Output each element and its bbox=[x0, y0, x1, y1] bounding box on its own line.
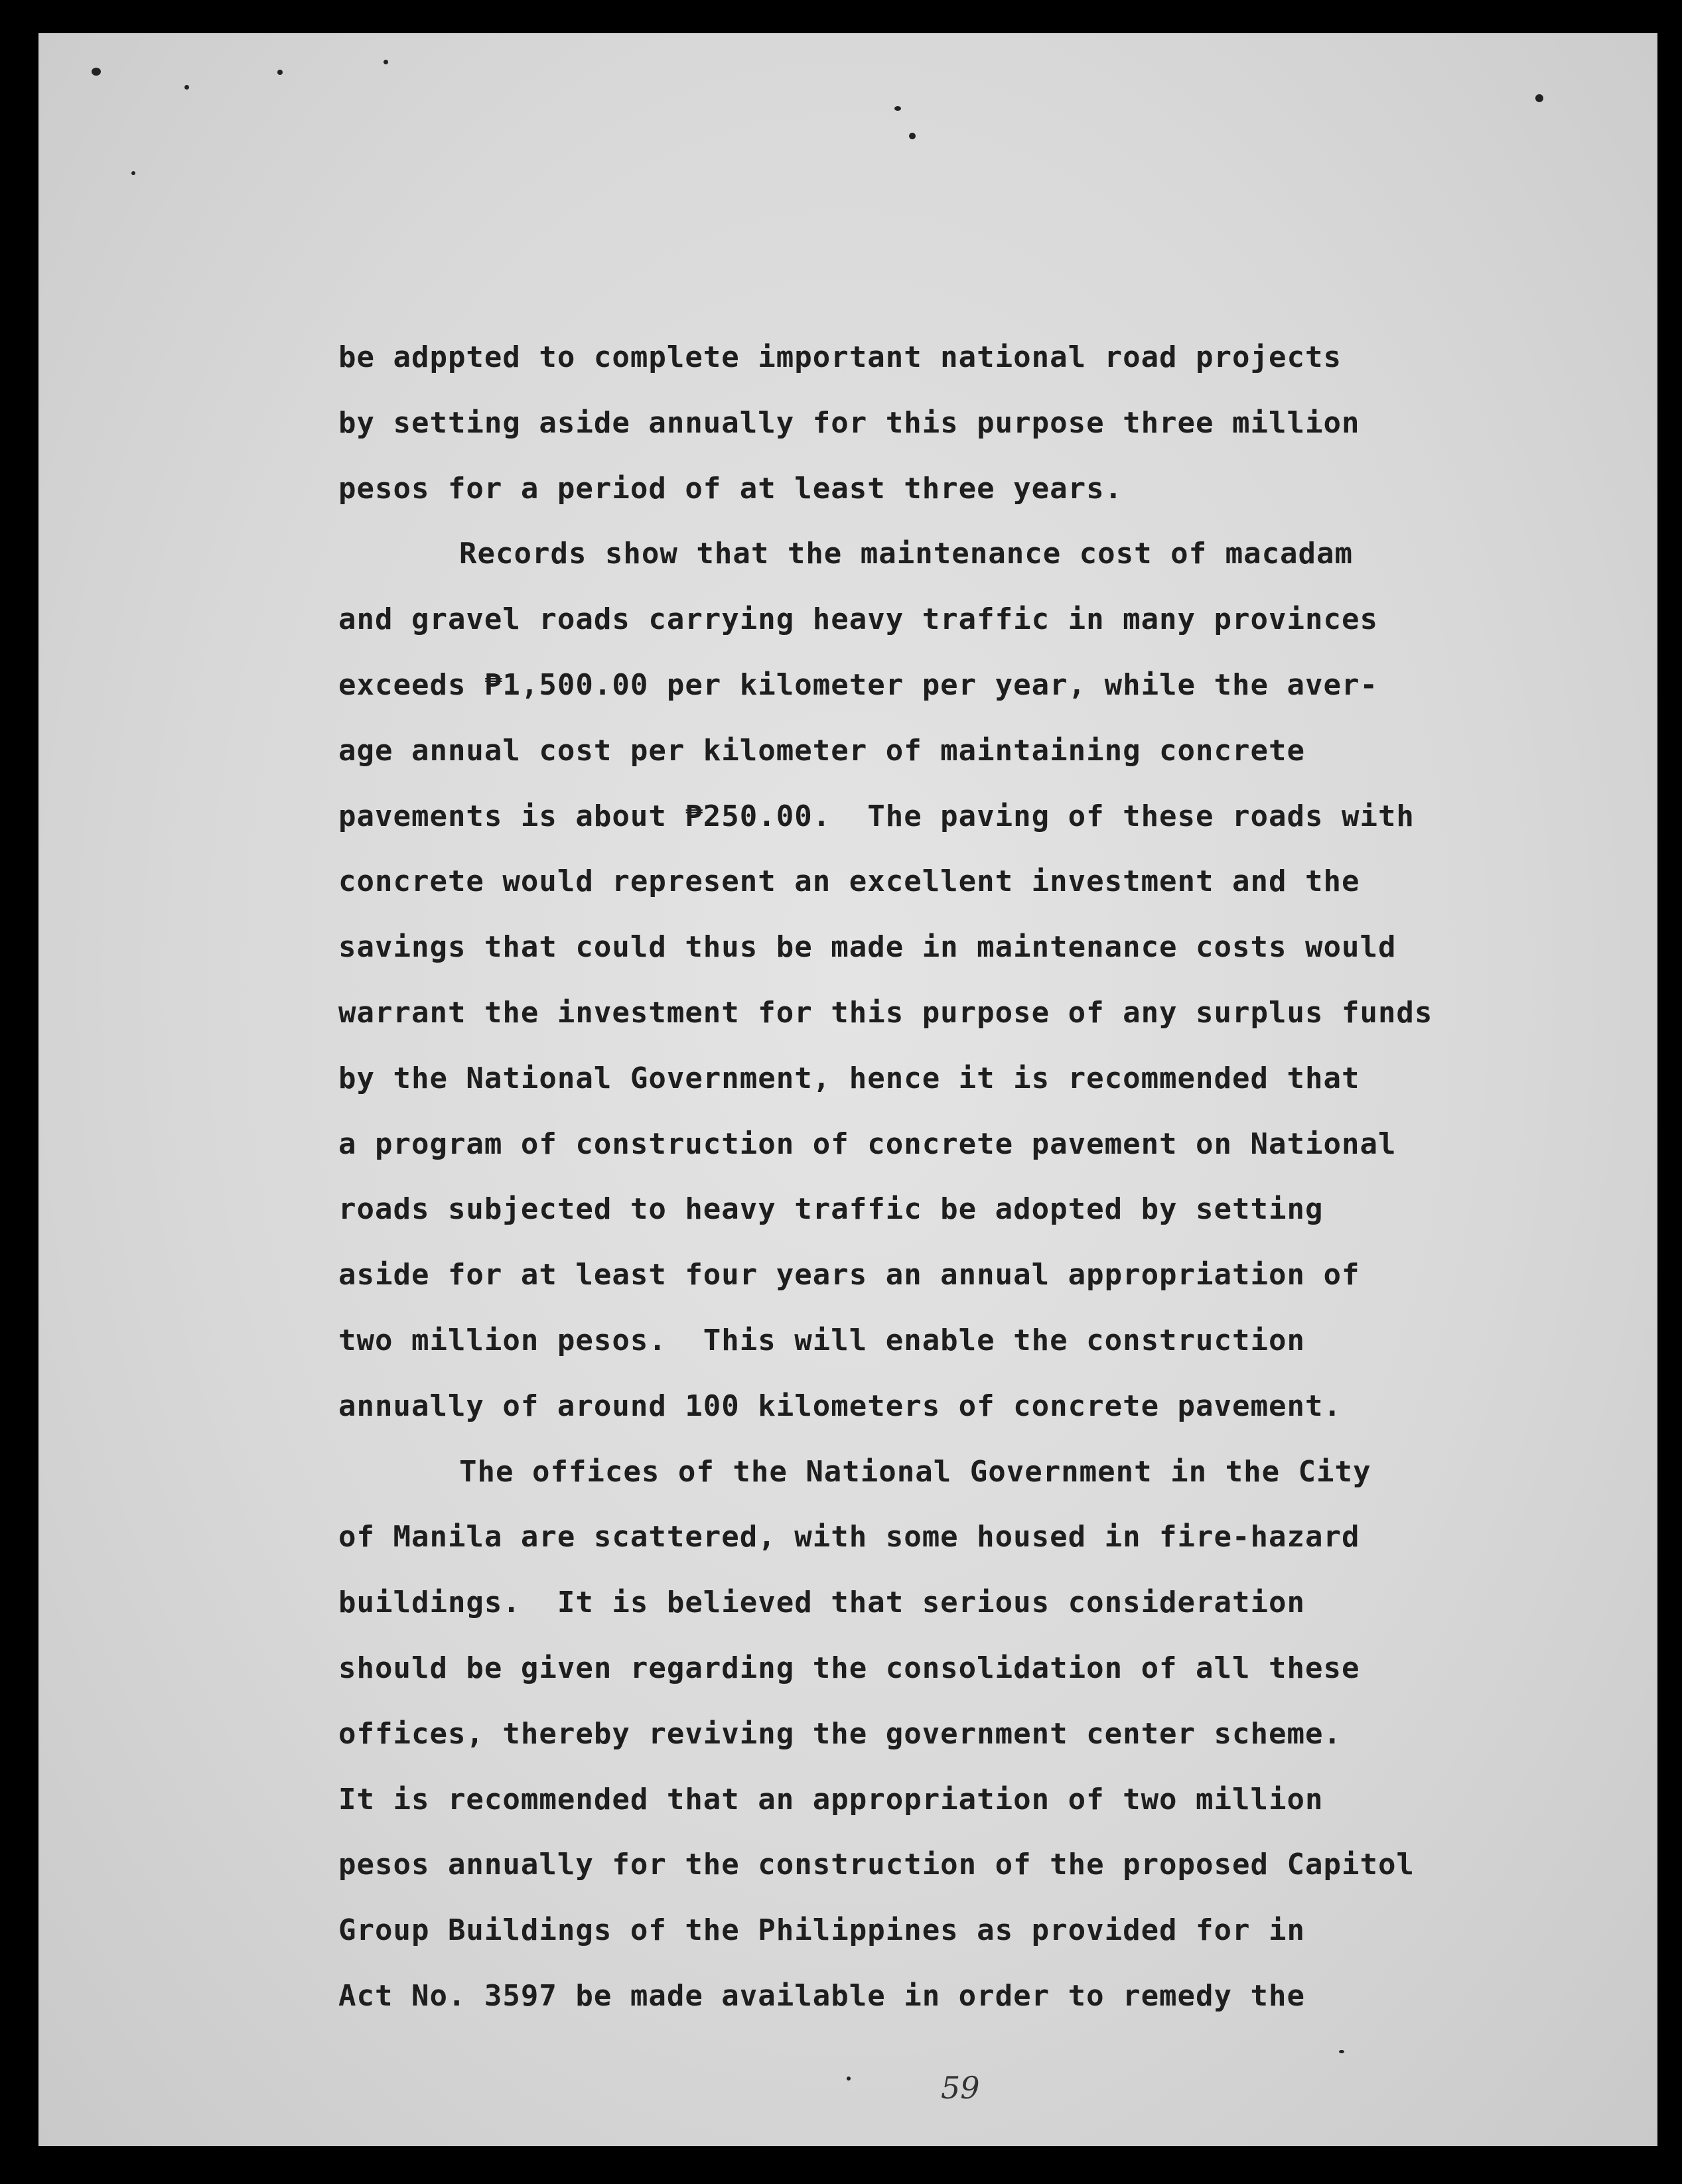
text-line: exceeds ₱1,500.00 per kilometer per year, while the aver- bbox=[338, 667, 1378, 702]
text-line: be adppted to complete important national road projects bbox=[338, 340, 1342, 374]
text-line: pavements is about ₱250.00. The paving of these roads with bbox=[338, 799, 1415, 833]
text-line: warrant the investment for this purpose of any surplus funds bbox=[338, 995, 1433, 1030]
paper-speck bbox=[131, 171, 135, 175]
paper-speck bbox=[1339, 2050, 1344, 2053]
text-line: two million pesos. This will enable the construction bbox=[338, 1323, 1305, 1357]
text-line: of Manila are scattered, with some housed in fire-hazard bbox=[338, 1520, 1360, 1554]
text-line: pesos for a period of at least three years. bbox=[338, 471, 1123, 506]
paper-speck bbox=[384, 60, 388, 64]
typed-text-body bbox=[338, 325, 1599, 2029]
text-line: Group Buildings of the Philippines as provided for in bbox=[338, 1913, 1305, 1948]
text-line: and gravel roads carrying heavy traffic in many provinces bbox=[338, 602, 1378, 637]
text-line: a program of construction of concrete pavement on National bbox=[338, 1126, 1397, 1161]
text-line: by the National Government, hence it is recommended that bbox=[338, 1061, 1360, 1095]
text-line: buildings. It is believed that serious consideration bbox=[338, 1586, 1305, 1620]
text-line: aside for at least four years an annual appropriation of bbox=[338, 1258, 1360, 1292]
paper-speck bbox=[92, 68, 101, 76]
text-line: annually of around 100 kilometers of concrete pavement. bbox=[338, 1389, 1342, 1423]
paper-speck bbox=[1535, 94, 1543, 102]
text-line: savings that could thus be made in maintenance costs would bbox=[338, 930, 1397, 965]
text-line: It is recommended that an appropriation of two million bbox=[338, 1782, 1324, 1816]
paper-speck bbox=[894, 106, 901, 111]
paper-speck bbox=[184, 85, 189, 90]
paper-speck bbox=[277, 70, 283, 75]
text-line: by setting aside annually for this purpose three million bbox=[338, 405, 1360, 440]
text-line: should be given regarding the consolidation of all these bbox=[338, 1651, 1360, 1685]
document-page bbox=[38, 33, 1657, 2146]
text-line: Act No. 3597 be made available in order to remedy the bbox=[338, 1978, 1305, 2013]
text-line: concrete would represent an excellent investment and the bbox=[338, 864, 1360, 899]
paper-speck bbox=[847, 2077, 851, 2081]
paper-speck bbox=[909, 133, 916, 139]
text-line: pesos annually for the construction of the proposed Capitol bbox=[338, 1848, 1415, 1882]
paragraph-start-line: The offices of the National Government in the City bbox=[459, 1454, 1371, 1489]
text-line: roads subjected to heavy traffic be adopted by setting bbox=[338, 1192, 1324, 1227]
page-number: 59 bbox=[941, 2070, 980, 2106]
text-line: age annual cost per kilometer of maintaining concrete bbox=[338, 733, 1305, 768]
text-line: offices, thereby reviving the government center scheme. bbox=[338, 1716, 1342, 1751]
paragraph-start-line: Records show that the maintenance cost of macadam bbox=[459, 537, 1354, 571]
